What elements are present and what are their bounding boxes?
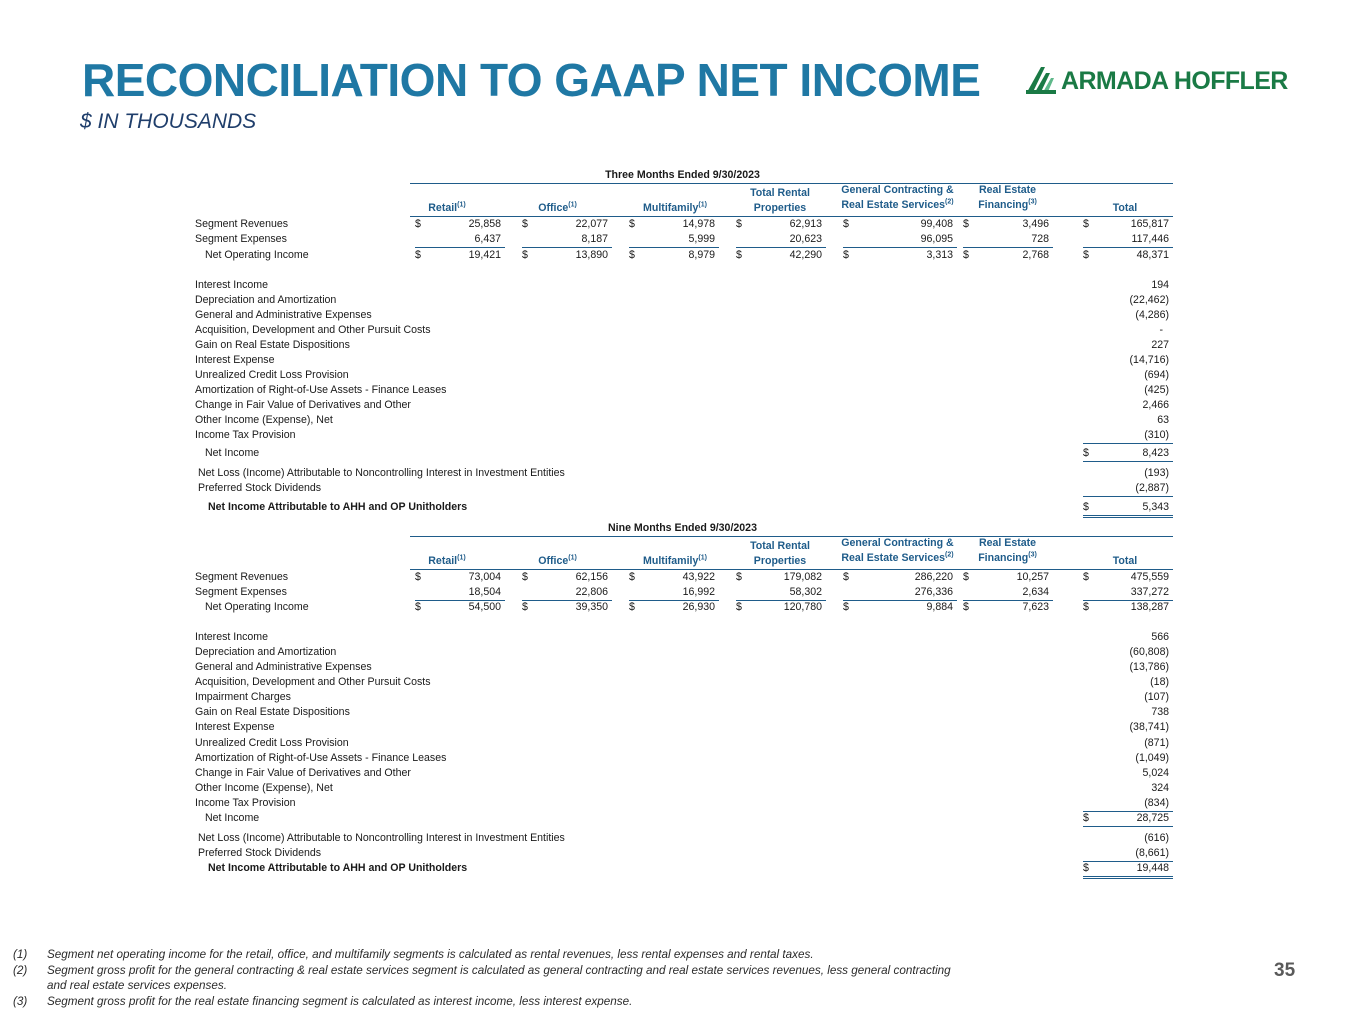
table-row: Net Loss (Income) Attributable to Noncontrolling Interest in Investment Entities (616)	[198, 832, 1169, 844]
table-row: Income Tax Provision (310)	[190, 428, 1175, 443]
table-row: Gain on Real Estate Dispositions 738	[195, 706, 1169, 718]
col-header-multifamily: Multifamily$^{(1)}$	[643, 554, 707, 567]
table-row: Income Tax Provision (834)	[190, 796, 1175, 811]
col-header-multifamily: Multifamily$^{(1)}$	[643, 201, 707, 214]
table-row: General and Administrative Expenses (4,286)	[195, 309, 1169, 321]
col-header-total: Total	[1112, 555, 1138, 567]
footnote: (2) Segment gross profit for the general contracting & real estate services segment is calculated as general contracting and real estate services revenues, less general contracting and real estate services expenses.	[13, 963, 951, 993]
table-row: Interest Expense (38,741)	[195, 721, 1169, 733]
col-header-gc: General Contracting & Real Estate Services$^{(2)}$	[841, 184, 954, 211]
table-row: Other Income (Expense), Net 63	[195, 414, 1169, 426]
col-header-total: Total	[1112, 202, 1138, 214]
period-label: Three Months Ended 9/30/2023	[605, 169, 760, 181]
table-row: Depreciation and Amortization (60,808)	[195, 646, 1169, 658]
table-row: Amortization of Right-of-Use Assets - Finance Leases (425)	[195, 384, 1169, 396]
table-row: Interest Expense (14,716)	[195, 354, 1169, 366]
table-row: General and Administrative Expenses (13,786)	[195, 661, 1169, 673]
col-header-office: Office$^{(1)}$	[538, 201, 577, 214]
logo-text: ARMADA HOFFLER	[1061, 67, 1288, 95]
col-header-financing: Real Estate Financing$^{(3)}$	[978, 537, 1037, 564]
table-row: Other Income (Expense), Net 324	[195, 782, 1169, 794]
table-row: Net Loss (Income) Attributable to Noncontrolling Interest in Investment Entities (193)	[198, 467, 1169, 479]
col-header-total-rental: Total Rental Properties	[750, 540, 810, 567]
table-row: Preferred Stock Dividends (8,661)	[190, 846, 1175, 861]
col-header-retail: Retail$^{(1)}$	[428, 554, 466, 567]
company-logo	[1024, 64, 1304, 98]
table-row: Interest Income 566	[195, 631, 1169, 643]
period-label: Nine Months Ended 9/30/2023	[608, 522, 757, 534]
table-row: Impairment Charges (107)	[195, 691, 1169, 703]
table-row: Segment Expenses 6,437 8,187 5,999 20,623 96,095 728 117,446	[190, 232, 1175, 247]
ahh-net-income-row: Net Income Attributable to AHH and OP Unitholders $ 5,343	[190, 500, 1175, 515]
three-months-table	[190, 168, 1175, 518]
table-row: Depreciation and Amortization (22,462)	[195, 294, 1169, 306]
net-income-row: Net Income $ 28,725	[190, 811, 1175, 826]
table-row: Segment Expenses 18,504 22,806 16,992 58,302 276,336 2,634 337,272	[190, 585, 1175, 600]
table-row: Amortization of Right-of-Use Assets - Finance Leases (1,049)	[195, 752, 1169, 764]
page-number: 35	[1274, 960, 1296, 981]
page-subtitle: $ IN THOUSANDS	[80, 110, 257, 133]
table-row: Preferred Stock Dividends (2,887)	[190, 481, 1175, 496]
table-row: Gain on Real Estate Dispositions 227	[195, 339, 1169, 351]
table-row: Net Operating Income $ 54,500 $ 39,350 $ 26,930 $ 120,780 $ 9,884 $ 7,623 $ 138,287	[205, 601, 1169, 613]
ahh-net-income-row: Net Income Attributable to AHH and OP Unitholders $ 19,448	[190, 861, 1175, 876]
col-header-office: Office$^{(1)}$	[538, 554, 577, 567]
table-row: Interest Income 194	[195, 279, 1169, 291]
footnote: (3) Segment gross profit for the real estate financing segment is calculated as interest income, less interest expense.	[13, 994, 633, 1008]
table-row: Unrealized Credit Loss Provision (694)	[195, 369, 1169, 381]
table-row: Segment Revenues $ 73,004 $ 62,156 $ 43,922 $ 179,082 $ 286,220 $ 10,257 $ 475,559	[195, 571, 1169, 583]
col-header-retail: Retail$^{(1)}$	[428, 201, 466, 214]
table-row: Acquisition, Development and Other Pursuit Costs (18)	[195, 676, 1169, 688]
table-row: Net Operating Income $ 19,421 $ 13,890 $ 8,979 $ 42,290 $ 3,313 $ 2,768 $ 48,371	[205, 249, 1169, 261]
table-row: Change in Fair Value of Derivatives and Other 5,024	[195, 767, 1169, 779]
net-income-row: Net Income $ 8,423	[190, 446, 1175, 461]
footnotes	[13, 947, 953, 1009]
col-header-total-rental: Total Rental Properties	[750, 187, 810, 214]
footnote: (1) Segment net operating income for the retail, office, and multifamily segments is calculated as rental revenues, less rental expenses and rental taxes.	[13, 948, 814, 961]
col-header-financing: Real Estate Financing$^{(3)}$	[978, 184, 1037, 211]
table-row: Acquisition, Development and Other Pursuit Costs -	[195, 324, 1163, 336]
table-row: Unrealized Credit Loss Provision (871)	[195, 737, 1169, 749]
table-row: Segment Revenues $ 25,858 $ 22,077 $ 14,978 $ 62,913 $ 99,408 $ 3,496 $ 165,817	[195, 218, 1169, 230]
table-row: Change in Fair Value of Derivatives and Other 2,466	[195, 399, 1169, 411]
nine-months-table	[190, 521, 1175, 881]
page-title: RECONCILIATION TO GAAP NET INCOME	[82, 54, 981, 106]
col-header-gc: General Contracting & Real Estate Services$^{(2)}$	[841, 537, 954, 564]
armada-hoffler-logo-icon	[1024, 64, 1058, 96]
